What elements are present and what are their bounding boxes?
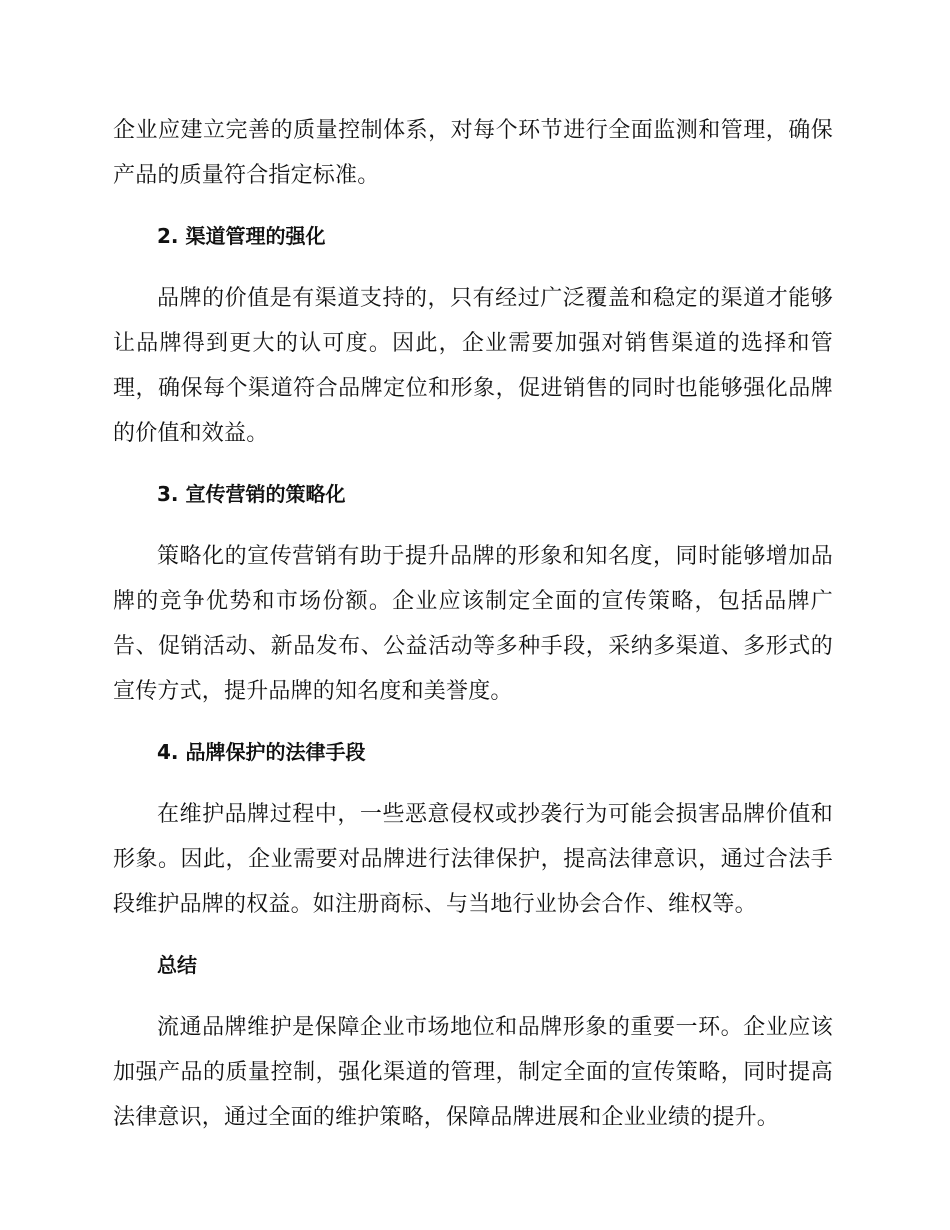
- section-body-marketing-strategy: 策略化的宣传营销有助于提升品牌的形象和知名度，同时能够增加品牌的竞争优势和市场份额。企业应该制定全面的宣传策略，包括品牌广告、促销活动、新品发布、公益活动等多种手段，采纳多渠道、多形式的宣传方式，提升品牌的知名度和美誉度。: [113, 544, 833, 704]
- section-heading-marketing-strategy: 3. 宣传营销的策略化: [157, 482, 346, 506]
- intro-paragraph: 企业应建立完善的质量控制体系，对每个环节进行全面监测和管理，确保产品的质量符合指定标准。: [113, 118, 833, 188]
- section-heading-channel-management: 2. 渠道管理的强化: [157, 224, 326, 248]
- section-body-summary: 流通品牌维护是保障企业市场地位和品牌形象的重要一环。企业应该加强产品的质量控制，强化渠道的管理，制定全面的宣传策略，同时提高法律意识，通过全面的维护策略，保障品牌进展和企业业绩的提升。: [113, 1015, 833, 1130]
- section-heading-summary: 总结: [157, 953, 197, 977]
- section-body-legal-protection: 在维护品牌过程中，一些恶意侵权或抄袭行为可能会损害品牌价值和形象。因此，企业需要对品牌进行法律保护，提高法律意识，通过合法手段维护品牌的权益。如注册商标、与当地行业协会合作、维权等。: [113, 802, 833, 917]
- document-page: [113, 108, 833, 1140]
- section-body-channel-management: 品牌的价值是有渠道支持的，只有经过广泛覆盖和稳定的渠道才能够让品牌得到更大的认可度。因此，企业需要加强对销售渠道的选择和管理，确保每个渠道符合品牌定位和形象，促进销售的同时也能够强化品牌的价值和效益。: [113, 286, 833, 446]
- section-heading-legal-protection: 4. 品牌保护的法律手段: [157, 740, 366, 764]
